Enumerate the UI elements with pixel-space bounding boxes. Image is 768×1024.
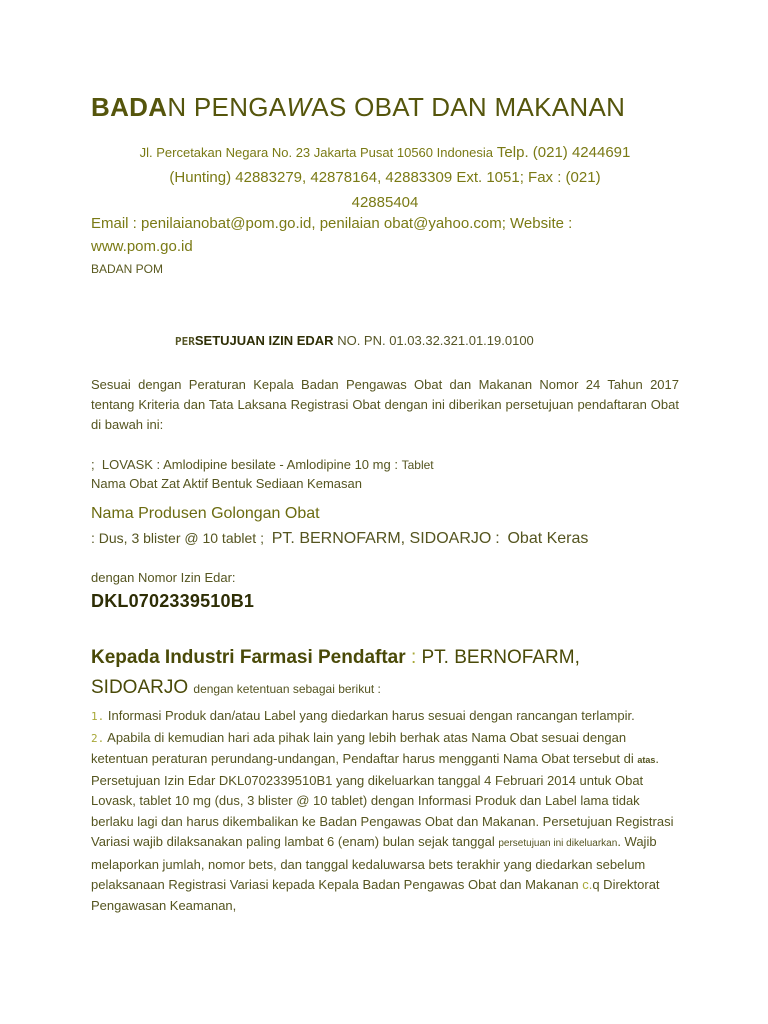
website-link[interactable]: www.pom.go.id	[91, 238, 193, 255]
agency-address: Jl. Percetakan Negara No. 23 Jakarta Pusat 10560 Indonesia Telp. (021) 4244691 (Hunting) 42883279, 42878164, 42883309 Ext. 1051; Fax : (021) 42885404	[139, 144, 631, 211]
conditions-list	[91, 706, 681, 916]
producer-labels: Nama Produsen Golongan Obat	[91, 505, 320, 522]
packaging-line: : Dus, 3 blister @ 10 tablet ; PT. BERNOFARM, SIDOARJO : Obat Keras	[91, 530, 589, 547]
condition-item: 2. Apabila di kemudian hari ada pihak lain yang lebih berhak atas Nama Obat sesuai dengan ketentuan peraturan perundang-undangan, Pendaftar harus mengganti Nama Obat tersebut di atas. Persetujuan Izin Edar DKL0702339510B1 yang dikeluarkan tanggal 4 Februari 2014 untuk Obat Lovask, tablet 10 mg (dus, 3 blister @ 10 tablet) dengan Informasi Produk dan Label lama tidak berlaku lagi dan harus dikembalikan ke Badan Pengawas Obat dan Makanan. Persetujuan Registrasi Variasi wajib dilaksanakan paling lambat 6 (enam) bulan sejak tanggal persetujuan ini dikeluarkan. Wajib melaporkan jumlah, nomor bets, dan tanggal kedaluwarsa bets terakhir yang diedarkan sebelum pelaksanaan Registrasi Variasi kepada Kepala Badan Pengawas Obat dan Makanan c.q Direktorat Pengawasan Keamanan,	[91, 729, 674, 913]
agency-title: BADAN PENGAWAS OBAT DAN MAKANAN	[91, 92, 626, 122]
registration-label: dengan Nomor Izin Edar:	[91, 570, 236, 585]
contact-email: Email : penilaianobat@pom.go.id, penilaian obat@yahoo.com; Website : www.pom.go.id	[91, 215, 573, 255]
recipient: Kepada Industri Farmasi Pendaftar : PT. BERNOFARM, SIDOARJO dengan ketentuan sebagai berikut :	[91, 647, 580, 698]
intro-paragraph: Sesuai dengan Peraturan Kepala Badan Pengawas Obat dan Makanan Nomor 24 Tahun 2017 tentang Kriteria dan Tata Laksana Registrasi Obat dengan ini diberikan persetujuan pendaftaran Obat di bawah ini:	[91, 377, 679, 432]
product-labels: Nama Obat Zat Aktif Bentuk Sediaan Kemasan	[91, 476, 362, 491]
registration-number: DKL0702339510B1	[91, 591, 255, 611]
condition-item: 1. Informasi Produk dan/atau Label yang diedarkan harus sesuai dengan rancangan terlampir.	[91, 708, 635, 723]
product-line: ; LOVASK : Amlodipine besilate - Amlodipine 10 mg : Tablet	[91, 457, 434, 472]
approval-heading: PERSETUJUAN IZIN EDAR NO. PN. 01.03.32.321.01.19.0100	[175, 333, 534, 348]
agency-short-name: BADAN POM	[91, 262, 164, 276]
